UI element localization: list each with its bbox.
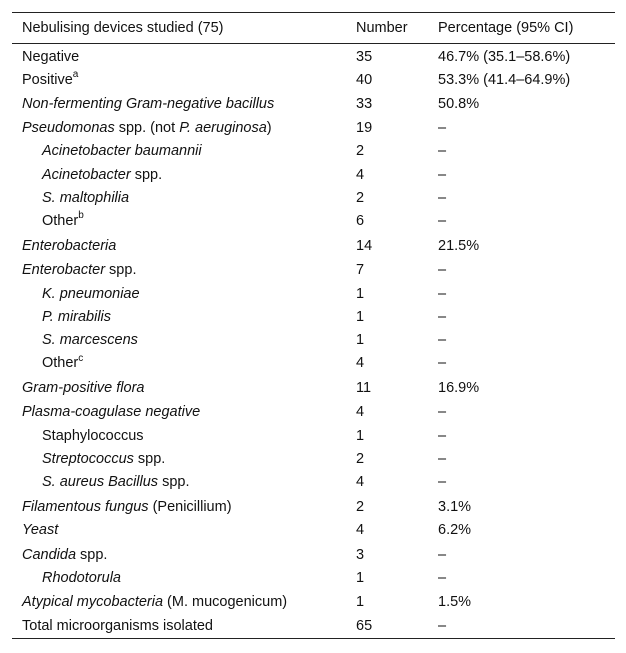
row-number: 35: [356, 49, 373, 65]
row-label: Pseudomonas spp. (not P. aeruginosa): [22, 120, 272, 137]
footnote-marker: c: [78, 352, 84, 364]
table-row: [12, 306, 615, 329]
row-label: Staphylococcus: [42, 427, 144, 444]
row-label: Filamentous fungus (Penicillium): [22, 498, 232, 515]
row-label: Yeast: [22, 522, 59, 539]
row-number: 2: [356, 189, 365, 206]
table-row: [12, 448, 615, 471]
row-percentage: –: [438, 546, 447, 563]
row-number: 1: [356, 569, 365, 586]
table-row: [12, 471, 615, 494]
table-row: [12, 519, 615, 542]
row-number: 1: [356, 427, 365, 444]
row-number: 2: [356, 498, 365, 515]
table-row: [12, 235, 615, 258]
row-percentage: –: [438, 427, 447, 444]
header-number: Number: [356, 20, 408, 36]
row-percentage: –: [438, 404, 447, 421]
row-percentage: 53.3% (41.4–64.9%): [438, 72, 571, 89]
row-percentage: –: [438, 474, 447, 491]
table-row: [12, 187, 615, 210]
table-row: [12, 591, 615, 614]
row-percentage: 16.9%: [438, 379, 480, 396]
table-row: [12, 93, 615, 116]
row-number: 4: [356, 355, 365, 372]
row-percentage: –: [438, 189, 447, 206]
table-row: [12, 425, 615, 448]
table-row-total: [12, 615, 615, 638]
row-label: Acinetobacter spp.: [42, 166, 163, 183]
row-number: 1: [356, 332, 365, 349]
row-label: Atypical mycobacteria (M. mucogenicum): [22, 594, 288, 611]
table-row: [12, 567, 615, 590]
row-label: Acinetobacter baumannii: [42, 143, 202, 160]
row-percentage: –: [438, 120, 447, 137]
row-label: Candida spp.: [22, 546, 108, 563]
row-label: Gram-positive flora: [22, 379, 145, 396]
row-percentage: 6.2%: [438, 522, 472, 539]
row-number: 65: [356, 617, 373, 634]
footnote-marker: a: [72, 69, 79, 81]
row-percentage: –: [438, 332, 447, 349]
table-header-row: [12, 13, 615, 44]
row-number: 7: [356, 262, 365, 279]
row-number: 6: [356, 213, 365, 230]
row-number: 1: [356, 308, 365, 325]
row-percentage: –: [438, 450, 447, 467]
row-number: 2: [356, 143, 365, 160]
table-row: [12, 377, 615, 400]
row-label: K. pneumoniae: [42, 285, 140, 302]
table-row: [12, 401, 615, 424]
table-row: [12, 69, 615, 92]
table-row: [12, 283, 615, 306]
row-label: Streptococcus spp.: [42, 450, 166, 467]
row-number: 1: [356, 594, 365, 611]
row-percentage: –: [438, 213, 447, 230]
row-label: S. marcescens: [42, 332, 138, 349]
row-label: Positive$^a$: [22, 69, 79, 89]
row-percentage: –: [438, 569, 447, 586]
row-percentage: 50.8%: [438, 95, 480, 112]
row-number: 4: [356, 166, 365, 183]
row-number: 14: [356, 237, 373, 254]
row-label: S. aureus Bacillus spp.: [42, 474, 190, 491]
row-label: Other$^c$: [42, 352, 84, 372]
table-row: [12, 164, 615, 187]
row-percentage: –: [438, 617, 447, 634]
row-percentage: –: [438, 355, 447, 372]
table-row: [12, 352, 615, 375]
header-percentage: Percentage (95% CI): [438, 20, 574, 36]
row-number: 3: [356, 546, 365, 563]
row-label: Enterobacteria: [22, 237, 117, 254]
row-percentage: –: [438, 143, 447, 160]
row-number: 40: [356, 72, 373, 89]
table-row: [12, 496, 615, 519]
row-label: Other$^b$: [42, 210, 84, 230]
row-label: Plasma-coagulase negative: [22, 404, 201, 421]
header-devices: Nebulising devices studied (75): [22, 20, 224, 36]
row-percentage: 1.5%: [438, 594, 472, 611]
row-percentage: –: [438, 166, 447, 183]
row-label: S. maltophilia: [42, 189, 130, 206]
row-label: Rhodotorula: [42, 569, 121, 586]
row-number: 4: [356, 404, 365, 421]
row-number: 1: [356, 285, 365, 302]
row-percentage: 3.1%: [438, 498, 472, 515]
row-percentage: 21.5%: [438, 237, 480, 254]
row-percentage: –: [438, 262, 447, 279]
row-number: 19: [356, 120, 373, 137]
data-table: [12, 12, 615, 639]
row-number: 2: [356, 450, 365, 467]
table-row: [12, 544, 615, 567]
row-number: 4: [356, 474, 365, 491]
row-label: P. mirabilis: [42, 308, 112, 325]
table-row: [12, 329, 615, 352]
row-label: Total microorganisms isolated: [22, 617, 213, 634]
table-row: [12, 117, 615, 140]
table-row: [12, 210, 615, 233]
row-label: Non-fermenting Gram-negative bacillus: [22, 95, 275, 112]
table-row: [12, 46, 615, 69]
row-label: Negative: [22, 49, 80, 65]
row-number: 11: [356, 379, 372, 396]
footnote-marker: b: [78, 210, 84, 222]
row-percentage: –: [438, 308, 447, 325]
row-label: Enterobacter spp.: [22, 262, 137, 279]
table-row: [12, 259, 615, 282]
table-row: [12, 140, 615, 163]
row-number: 4: [356, 522, 365, 539]
row-number: 33: [356, 95, 373, 112]
row-percentage: 46.7% (35.1–58.6%): [438, 49, 571, 65]
row-percentage: –: [438, 285, 447, 302]
